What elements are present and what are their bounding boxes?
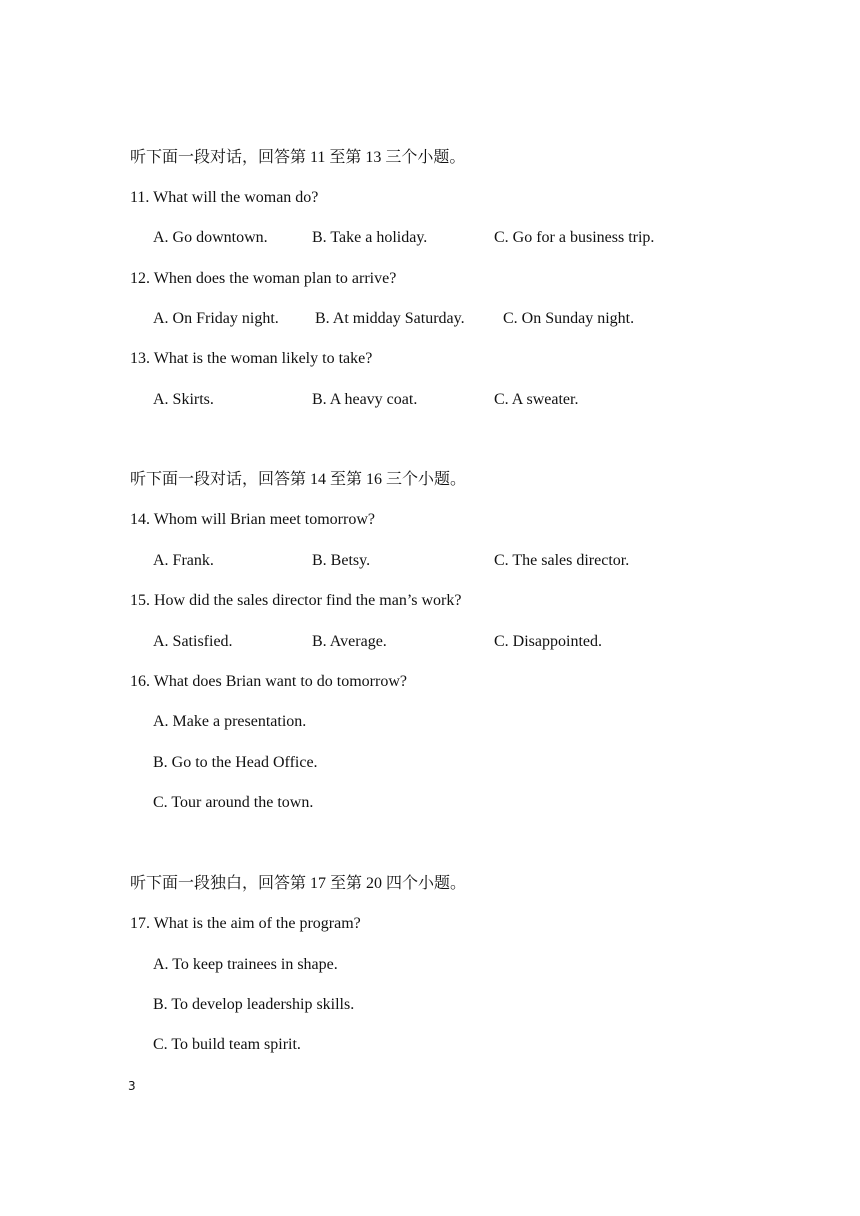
option-b: B. Go to the Head Office. [153, 754, 318, 771]
option-a: A. Frank. [153, 552, 214, 569]
question-stem: 11. What will the woman do? [130, 189, 319, 206]
option-a: A. On Friday night. [153, 310, 279, 327]
option-a: A. To keep trainees in shape. [153, 956, 338, 973]
option-a: A. Skirts. [153, 391, 214, 408]
page-number: 3 [128, 1079, 136, 1093]
section-heading: 听下面一段对话，回答第 11 至第 13 三个小题。 [130, 149, 466, 166]
option-c: C. Tour around the town. [153, 794, 314, 811]
option-a: A. Satisfied. [153, 633, 233, 650]
option-c: C. A sweater. [494, 391, 579, 408]
section-heading: 听下面一段对话，回答第 14 至第 16 三个小题。 [130, 471, 467, 488]
option-b: B. To develop leadership skills. [153, 996, 355, 1013]
option-b: B. A heavy coat. [312, 391, 418, 408]
option-b: B. Average. [312, 633, 387, 650]
option-c: C. On Sunday night. [503, 310, 635, 327]
question-stem: 12. When does the woman plan to arrive? [130, 270, 397, 287]
question-stem: 13. What is the woman likely to take? [130, 350, 373, 367]
question-stem: 16. What does Brian want to do tomorrow? [130, 673, 407, 690]
option-c: C. Go for a business trip. [494, 229, 655, 246]
question-stem: 14. Whom will Brian meet tomorrow? [130, 511, 375, 528]
option-b: B. Take a holiday. [312, 229, 428, 246]
option-c: C. Disappointed. [494, 633, 602, 650]
section-heading: 听下面一段独白，回答第 17 至第 20 四个小题。 [130, 875, 467, 892]
option-c: C. The sales director. [494, 552, 630, 569]
option-a: A. Go downtown. [153, 229, 268, 246]
option-c: C. To build team spirit. [153, 1036, 301, 1053]
question-stem: 17. What is the aim of the program? [130, 915, 361, 932]
question-stem: 15. How did the sales director find the man’s work? [130, 592, 462, 609]
option-b: B. Betsy. [312, 552, 371, 569]
option-a: A. Make a presentation. [153, 713, 307, 730]
option-b: B. At midday Saturday. [315, 310, 465, 327]
